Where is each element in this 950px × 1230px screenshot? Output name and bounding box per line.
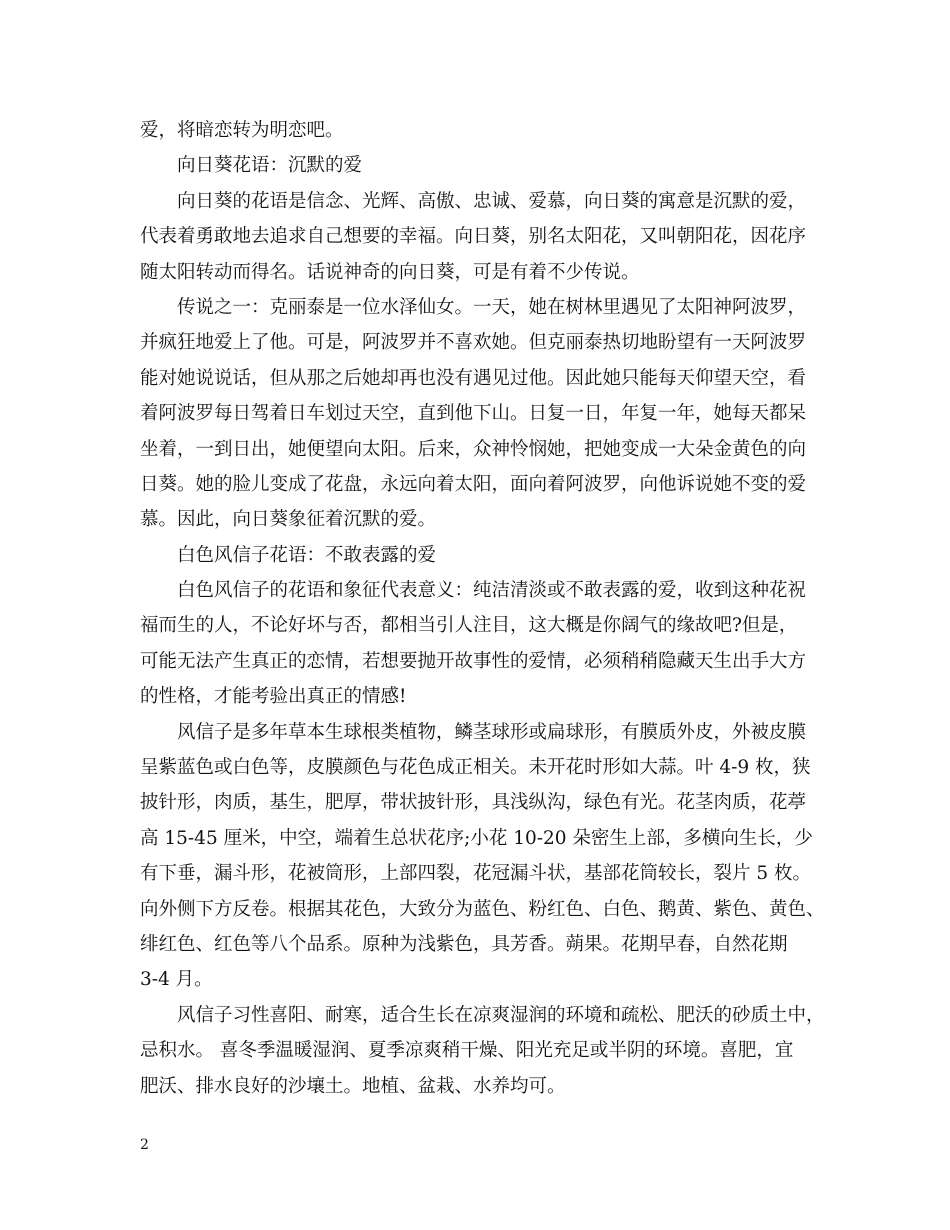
text-line: 肥沃、排水良好的沙壤土。地植、盆栽、水养均可。 <box>140 1075 566 1097</box>
page-number: 2 <box>140 1137 149 1153</box>
text-line: 坐着，一到日出，她便望向太阳。后来，众神怜悯她，把她变成一大朵金黄色的向 <box>140 438 807 460</box>
text-line: 白色风信子花语：不敢表露的爱 <box>177 544 437 566</box>
text-line: 着阿波罗每日驾着日车划过天空，直到他下山。日复一日，年复一年，她每天都呆 <box>140 403 807 425</box>
text-line: 日葵。她的脸儿变成了花盘，永远向着太阳，面向着阿波罗，向他诉说她不变的爱 <box>140 473 807 495</box>
text-line: 高 15-45 厘米，中空，端着生总状花序;小花 10-20 朵密生上部，多横向生长，少 <box>140 827 813 849</box>
text-line: 传说之一：克丽泰是一位水泽仙女。一天，她在树林里遇见了太阳神阿波罗， <box>177 296 807 318</box>
text-line: 能对她说说话，但从那之后她却再也没有遇见过他。因此她只能每天仰望天空，看 <box>140 367 807 389</box>
text-line: 向日葵的花语是信念、光辉、高傲、忠诚、爱慕，向日葵的寓意是沉默的爱， <box>177 190 807 212</box>
text-line: 可能无法产生真正的恋情，若想要抛开故事性的爱情，必须稍稍隐藏天生出手大方 <box>140 650 807 672</box>
text-line: 3-4 月。 <box>140 969 213 991</box>
text-line: 福而生的人，不论好坏与否，都相当引人注目，这大概是你阔气的缘故吧?但是， <box>140 615 798 637</box>
text-line: 慕。因此，向日葵象征着沉默的爱。 <box>140 509 437 531</box>
text-line: 有下垂，漏斗形，花被筒形，上部四裂，花冠漏斗状，基部花筒较长，裂片 5 枚。 <box>140 863 812 885</box>
text-line: 向外侧下方反卷。根据其花色，大致分为蓝色、粉红色、白色、鹅黄、紫色、黄色、 <box>140 898 825 920</box>
text-line: 呈紫蓝色或白色等，皮膜颜色与花色成正相关。未开花时形如大蒜。叶 4-9 枚，狭 <box>140 757 811 779</box>
text-line: 的性格，才能考验出真正的情感! <box>140 686 407 708</box>
text-line: 并疯狂地爱上了他。可是，阿波罗并不喜欢她。但克丽泰热切地盼望有一天阿波罗 <box>140 332 807 354</box>
text-line: 披针形，肉质，基生，肥厚，带状披针形，具浅纵沟，绿色有光。花茎肉质，花葶 <box>140 792 807 814</box>
text-line: 白色风信子的花语和象征代表意义：纯洁清淡或不敢表露的爱，收到这种花祝 <box>177 580 807 602</box>
text-line: 向日葵花语：沉默的爱 <box>177 155 363 177</box>
document-body <box>140 113 825 1104</box>
text-line: 风信子习性喜阳、耐寒，适合生长在凉爽湿润的环境和疏松、肥沃的砂质土中， <box>177 1004 825 1026</box>
text-line: 随太阳转动而得名。话说神奇的向日葵，可是有着不少传说。 <box>140 261 640 283</box>
text-line: 忌积水。 喜冬季温暖湿润、夏季凉爽稍干燥、阳光充足或半阴的环境。喜肥，宜 <box>140 1040 794 1062</box>
text-line: 代表着勇敢地去追求自己想要的幸福。向日葵，别名太阳花，又叫朝阳花，因花序 <box>140 226 807 248</box>
text-line: 风信子是多年草本生球根类植物，鳞茎球形或扁球形，有膜质外皮，外被皮膜 <box>177 721 807 743</box>
text-line: 绯红色、红色等八个品系。原种为浅紫色，具芳香。蒴果。花期早春，自然花期 <box>140 933 788 955</box>
text-line: 爱，将暗恋转为明恋吧。 <box>140 120 344 141</box>
